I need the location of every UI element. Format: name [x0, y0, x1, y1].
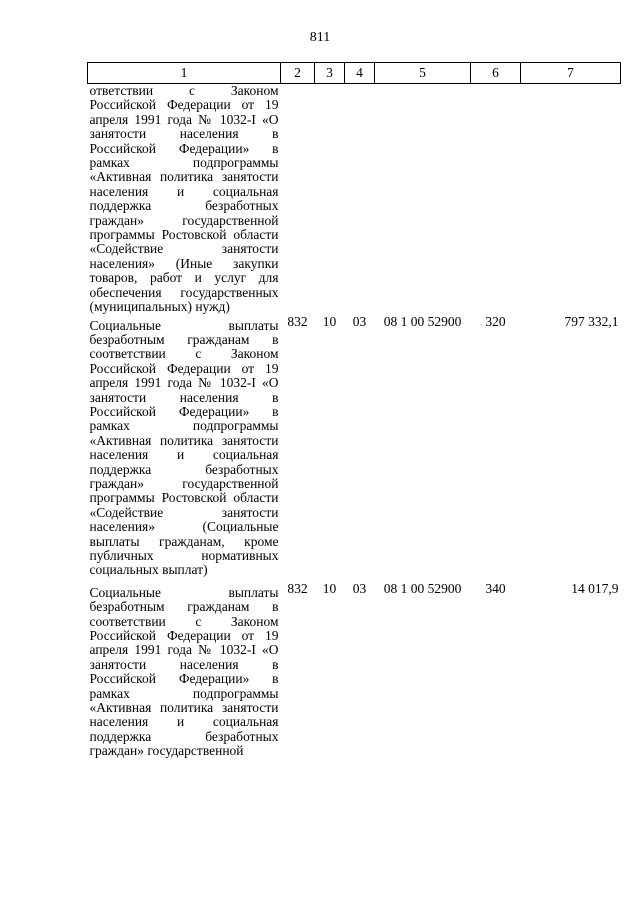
column-header-3: 3: [315, 63, 345, 84]
table-row: [88, 582, 621, 763]
row-target-article: [375, 84, 471, 315]
column-header-6: 6: [471, 63, 521, 84]
row-description: Социальные выплаты безработным гражданам в соответствии с Законом Российской Федерации от 19 апреля 1991 года № 1032-I «О занятости населения в Российской Федерации» в рамках подпрограммы «Активная политика занятости населения и социальная поддержка безработных граждан» государственной программы Ростовской области «Содействие занятости населения» (Социальные выплаты гражданам, кроме публичных нормативных социальных выплат): [89, 317, 279, 578]
row-amount: [521, 84, 621, 315]
page-number: 811: [309, 30, 331, 45]
column-header-2: 2: [281, 63, 315, 84]
row-subsection-code: [345, 84, 375, 315]
row-ministry-code: 832: [287, 580, 308, 596]
column-header-7: 7: [521, 63, 621, 84]
row-subsection-code: 03: [352, 580, 367, 596]
column-header-5: 5: [375, 63, 471, 84]
row-amount: 14 017,9: [571, 580, 619, 596]
row-expense-type: [471, 84, 521, 315]
row-amount: 797 332,1: [564, 313, 619, 329]
table-row: [88, 315, 621, 582]
row-expense-type: 340: [485, 580, 506, 596]
row-ministry-code: 832: [287, 313, 308, 329]
row-section-code: [315, 84, 345, 315]
table-row: [88, 84, 621, 315]
budget-table: [87, 62, 621, 763]
row-description: Социальные выплаты безработным гражданам в соответствии с Законом Российской Федерации от 19 апреля 1991 года № 1032-I «О занятости населения в Российской Федерации» в рамках подпрограммы «Активная политика занятости населения и социальная поддержка безработных граждан» государственной: [89, 584, 279, 759]
row-subsection-code: 03: [352, 313, 367, 329]
row-ministry-code: [281, 84, 315, 315]
row-description: ответствии с Законом Российской Федерации от 19 апреля 1991 года № 1032-I «О занятости населения в Российской Федерации» в рамках подпрограммы «Активная политика занятости населения и социальная поддержка безработных граждан» государственной программы Ростовской области «Содействие занятости населения» (Иные закупки товаров, работ и услуг для обеспечения государственных (муниципальных) нужд): [89, 83, 279, 315]
column-header-4: 4: [345, 63, 375, 84]
row-expense-type: 320: [485, 313, 506, 329]
row-section-code: 10: [322, 313, 337, 329]
row-section-code: 10: [322, 580, 337, 596]
column-header-1: 1: [88, 63, 281, 84]
row-target-article: 08 1 00 52900: [383, 313, 462, 329]
table-header-row: [88, 63, 621, 84]
row-target-article: 08 1 00 52900: [383, 580, 462, 596]
